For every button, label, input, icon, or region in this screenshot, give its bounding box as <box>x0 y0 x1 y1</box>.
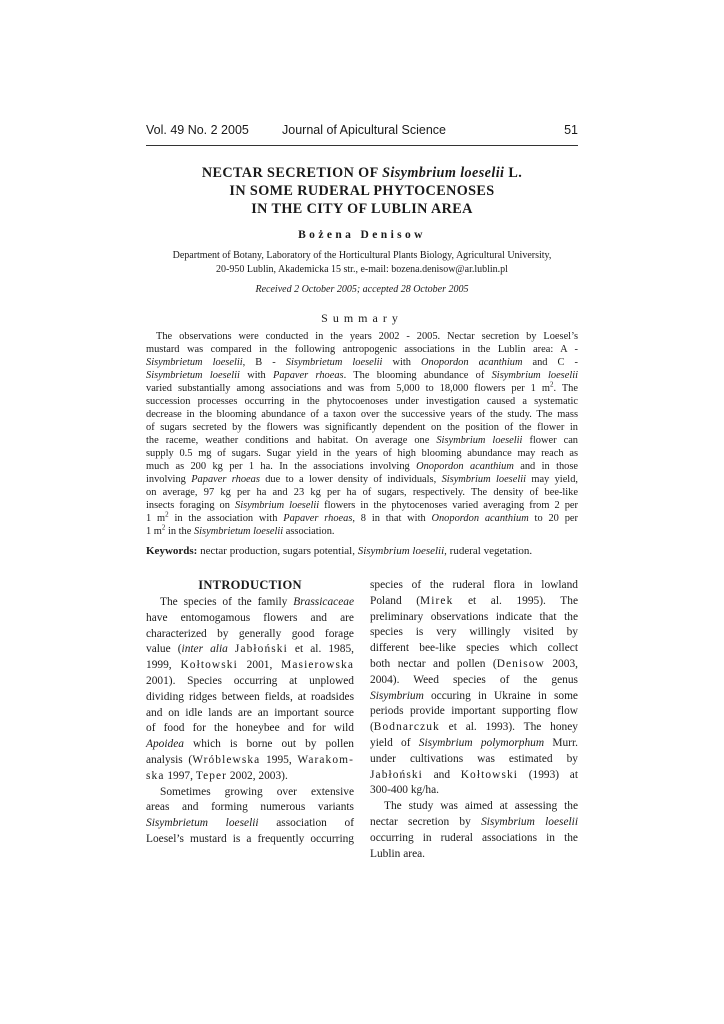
species-name: Onopordon acanthium <box>421 357 523 368</box>
abstract-line <box>146 525 578 538</box>
paragraph-line <box>370 752 578 768</box>
keywords-label: Keywords: <box>146 545 198 557</box>
affiliation-line-1: Department of Botany, Laboratory of the Horticultural Plants Biology, Agricultural University, <box>172 250 552 261</box>
text-run: 1999, <box>146 659 181 672</box>
text-run: of sugars secreted by the flowers was significantly dependent on the position of the flower in <box>146 422 578 433</box>
text-run: 2004). Weed species of the genus <box>370 673 578 686</box>
cited-author: Jabłoński <box>370 768 423 781</box>
text-run <box>228 643 235 655</box>
text-run: and in those <box>513 461 579 472</box>
abstract-line <box>146 356 578 369</box>
cited-author: Warakom- <box>297 753 354 766</box>
text-run: of food for the honeybee and for wild <box>146 722 354 735</box>
text-run: species of the ruderal flora in lowland <box>370 579 578 591</box>
text-run: dividing ridges between fields, at roadsides <box>146 690 354 703</box>
text-run: preliminary observations indicate that the <box>370 610 578 623</box>
text-run: with <box>382 357 421 368</box>
paragraph-line <box>146 658 354 674</box>
paragraph-line <box>146 674 354 690</box>
text-run: 1995, <box>260 753 298 766</box>
cited-author: ska <box>146 769 165 782</box>
paragraph-line <box>370 799 578 815</box>
text-run: association. <box>283 526 335 537</box>
cited-author: Kołtowski <box>180 659 238 672</box>
paragraph-line <box>146 785 354 801</box>
text-run: with <box>239 370 273 381</box>
paragraph-line <box>370 704 578 720</box>
text-run: 1 m <box>146 526 162 537</box>
title-line-3: IN THE CITY OF LUBLIN AREA <box>251 201 473 217</box>
paragraph-line <box>146 816 354 832</box>
text-run: 1997, <box>164 769 196 782</box>
text-run: different bee-like species which collect <box>370 642 578 655</box>
abstract-line <box>146 460 578 473</box>
cited-author: Kołtowski <box>460 768 519 781</box>
text-run: occuring in Ukraine in some <box>423 689 578 702</box>
text-run: periods provide important supporting flow <box>370 705 578 718</box>
species-name: Onopordon acanthium <box>416 461 514 472</box>
abstract-line <box>146 343 578 356</box>
species-name: Sisymbrium loeselii <box>481 815 578 828</box>
text-run: 2 <box>549 380 554 389</box>
text-run: may yield, <box>526 474 578 485</box>
abstract-line <box>146 421 578 434</box>
abstract-line <box>146 486 578 499</box>
text-run: much as 200 kg per 1 ha. In the associations involving <box>146 461 417 472</box>
text-run: association of <box>258 817 354 830</box>
paragraph-line <box>370 673 578 689</box>
text-run: 300-400 kg/ha. <box>370 784 439 797</box>
species-name: Sisymbrietum loeselii <box>146 357 243 368</box>
abstract-line <box>146 447 578 460</box>
paragraph-line <box>370 625 578 641</box>
paragraph-line <box>370 689 578 705</box>
title-authority: L. <box>504 165 523 181</box>
cited-author: Teper <box>195 769 228 782</box>
text-run: The observations were conducted in the years 2002 - 2005. Nectar secretion by Loesel’s <box>156 331 578 342</box>
text-run: analysis ( <box>146 753 193 766</box>
text-run: Poland ( <box>370 594 421 607</box>
paragraph-line <box>146 753 354 769</box>
title-line-1 <box>146 164 578 182</box>
text-run: nectar secretion by <box>370 815 482 828</box>
cited-author: Wróblewska <box>192 753 261 766</box>
species-name: Sisymbrium loeselii <box>436 435 523 446</box>
abstract-line <box>146 499 578 512</box>
abstract-line <box>146 434 578 447</box>
text-run: value ( <box>146 643 182 656</box>
received-dates: Received 2 October 2005; accepted 28 October 2005 <box>255 284 469 295</box>
abstract-line <box>146 395 578 408</box>
species-name: inter alia <box>181 643 228 656</box>
author-name: Bożena Denisow <box>298 229 426 241</box>
text-run: The species of the family <box>160 596 294 608</box>
paragraph-line <box>146 737 354 753</box>
text-run: 2002, 2003). <box>227 769 288 782</box>
text-run: 2003, <box>544 657 578 670</box>
species-name: Onopordon acanthium <box>431 513 529 524</box>
text-run: 2001). Species occurring at unplowed <box>146 674 354 687</box>
paragraph-line <box>146 721 354 737</box>
paragraph-line <box>370 657 578 673</box>
text-run: and <box>422 768 461 781</box>
left-column <box>146 578 354 848</box>
text-run: Murr. <box>544 736 578 749</box>
journal-name: Journal of Apicultural Science <box>282 123 446 137</box>
abstract-line <box>146 382 578 395</box>
text-run: in the association with <box>168 513 284 524</box>
right-column <box>370 578 578 862</box>
text-run: on average, 97 kg per ha and 23 kg per ha of sugars, respectively. The density of bee-like <box>146 487 578 498</box>
text-run: Loesel’s mustard is a frequently occurring <box>146 832 354 845</box>
paragraph-line <box>146 611 354 627</box>
paragraph-line <box>370 831 578 847</box>
text-run: , 8 in that with <box>352 513 432 524</box>
volume-info: Vol. 49 No. 2 2005 <box>146 123 249 137</box>
text-run: The study was aimed at assessing the <box>384 800 578 813</box>
species-name: Sisymbrietum loeselii <box>193 526 284 537</box>
paragraph-line <box>146 706 354 722</box>
paragraph-line <box>146 627 354 643</box>
cited-author: Bodnarczuk <box>373 721 440 734</box>
affiliation-line-2: 20-950 Lublin, Akademicka 15 str., e-mail: bozena.denisow@ar.lublin.pl <box>216 264 508 275</box>
text-run: et al. 1985, <box>287 643 354 656</box>
abstract-line <box>146 369 578 382</box>
cited-author: Mirek <box>420 594 454 607</box>
paragraph-line <box>146 800 354 816</box>
text-run: have entomogamous flowers and are <box>146 611 354 624</box>
species-name: Apoidea <box>146 738 184 751</box>
text-run: 2001, <box>237 659 282 672</box>
species-name: Papaver rhoeas <box>283 513 353 524</box>
title-line-2: IN SOME RUDERAL PHYTOCENOSES <box>229 183 495 199</box>
species-name: Sisymbrium <box>370 689 424 702</box>
species-name: Sisymbrietum loeselii <box>146 370 240 381</box>
text-run: 1 m <box>146 513 166 524</box>
summary-heading: Summary <box>321 311 403 325</box>
paragraph-line <box>370 768 578 784</box>
species-name: Papaver rhoeas <box>272 370 344 381</box>
text-run: in the <box>165 526 194 537</box>
species-name: Papaver rhoeas <box>191 474 260 485</box>
paper-title <box>146 164 578 218</box>
abstract-line <box>146 408 578 421</box>
paragraph-line <box>370 578 578 594</box>
abstract-line <box>146 512 578 525</box>
species-name: Sisymbrium loeselii <box>441 474 526 485</box>
text-run: species is very willingly visited by <box>370 626 578 639</box>
species-name: Sisymbrium loeselii <box>491 370 578 381</box>
title-species: Sisymbrium loeselii <box>382 165 505 181</box>
paragraph-line <box>370 610 578 626</box>
text-run: Lublin area. <box>370 847 426 860</box>
text-run: . The <box>553 383 578 394</box>
species-name: Sisymbrietum loeselii <box>285 357 383 368</box>
text-run: Sometimes growing over extensive <box>160 785 354 798</box>
text-run: 2 <box>165 510 169 519</box>
introduction-heading: INTRODUCTION <box>198 578 302 592</box>
species-name: Sisymbrium polymorphum <box>418 736 545 749</box>
abstract-text <box>146 330 578 538</box>
text-run: insects foraging on <box>146 500 235 511</box>
text-run: characterized by generally good forage <box>146 627 354 640</box>
species-name: Sisymbrium loeselii <box>235 500 320 511</box>
paragraph-line <box>146 769 354 785</box>
title-text: NECTAR SECRETION OF <box>201 165 383 181</box>
text-run: decrease in the blooming abundance of a taxon over the successive years of the study. The mass <box>146 409 578 420</box>
text-run: involving <box>146 474 192 485</box>
text-run: mustard was compared in the following antropogenic associations in the Lublin area: A - <box>146 344 578 355</box>
text-run: which is borne out by pollen <box>183 738 354 751</box>
paragraph-line <box>146 690 354 706</box>
text-run: supply 0.5 mg of sugars. Sugar yield in the years of high blooming abundance may reach as <box>146 448 578 459</box>
keywords-text-end: , ruderal vegetation. <box>444 545 533 557</box>
abstract-line <box>146 473 578 486</box>
paragraph-line <box>370 847 578 863</box>
text-run <box>208 817 226 829</box>
text-run: et al. 1995). The <box>453 594 578 607</box>
paragraph-line <box>370 783 578 799</box>
text-run: . The blooming abundance of <box>343 370 492 381</box>
keywords <box>146 545 578 557</box>
species-name: Brassicaceae <box>293 596 354 608</box>
text-run: et al. 1993). The honey <box>439 721 578 734</box>
text-run: and C - <box>522 357 578 368</box>
page-number: 51 <box>564 123 578 137</box>
text-run: 2 <box>161 523 166 532</box>
keywords-text: nectar production, sugars potential, <box>197 545 358 557</box>
cited-author: Denisow <box>496 657 545 670</box>
paragraph-line <box>370 736 578 752</box>
keywords-species: Sisymbrium loeselii <box>357 545 445 557</box>
paragraph-line <box>146 832 354 848</box>
text-run: yield of <box>370 736 419 749</box>
text-run: succession processes occurring in the phytocoenoses under investigation caused a systematic <box>146 396 578 407</box>
paragraph-line <box>146 642 354 658</box>
paragraph-line <box>370 594 578 610</box>
abstract-line <box>146 330 578 343</box>
species-name: loeselii <box>225 817 259 830</box>
text-run: to 20 per <box>528 513 578 524</box>
cited-author: Jabłoński <box>234 643 288 656</box>
text-run: , B - <box>242 357 286 368</box>
text-run: (1993) at <box>518 768 578 781</box>
text-run: flowers in the phytocenoses varied averaging from 2 per <box>319 500 578 511</box>
running-header <box>146 123 578 143</box>
text-run: ( <box>370 721 374 734</box>
paragraph-line <box>370 720 578 736</box>
text-run: both nectar and pollen ( <box>370 657 497 670</box>
affiliation <box>146 249 578 277</box>
text-run: flower can <box>522 435 578 446</box>
text-run: due to a lower density of individuals, <box>259 474 442 485</box>
text-run: the raceme, weather conditions and habitat. On average one <box>146 435 437 446</box>
text-run: varied substantially among associations and was from 5,000 to 18,000 flowers per 1 m <box>146 383 550 394</box>
text-run: under cultivations was estimated by <box>370 752 578 765</box>
cited-author: Masierowska <box>281 659 354 672</box>
text-run: occurring in ruderal associations in the <box>370 831 578 844</box>
text-run: and on idle lands are an important source <box>146 706 354 719</box>
text-run: areas and forming numerous variants <box>146 801 354 814</box>
paragraph-line <box>370 641 578 657</box>
species-name: Sisymbrietum <box>146 817 209 830</box>
paragraph-line <box>370 815 578 831</box>
paragraph-line <box>146 595 354 611</box>
header-rule <box>146 145 578 146</box>
